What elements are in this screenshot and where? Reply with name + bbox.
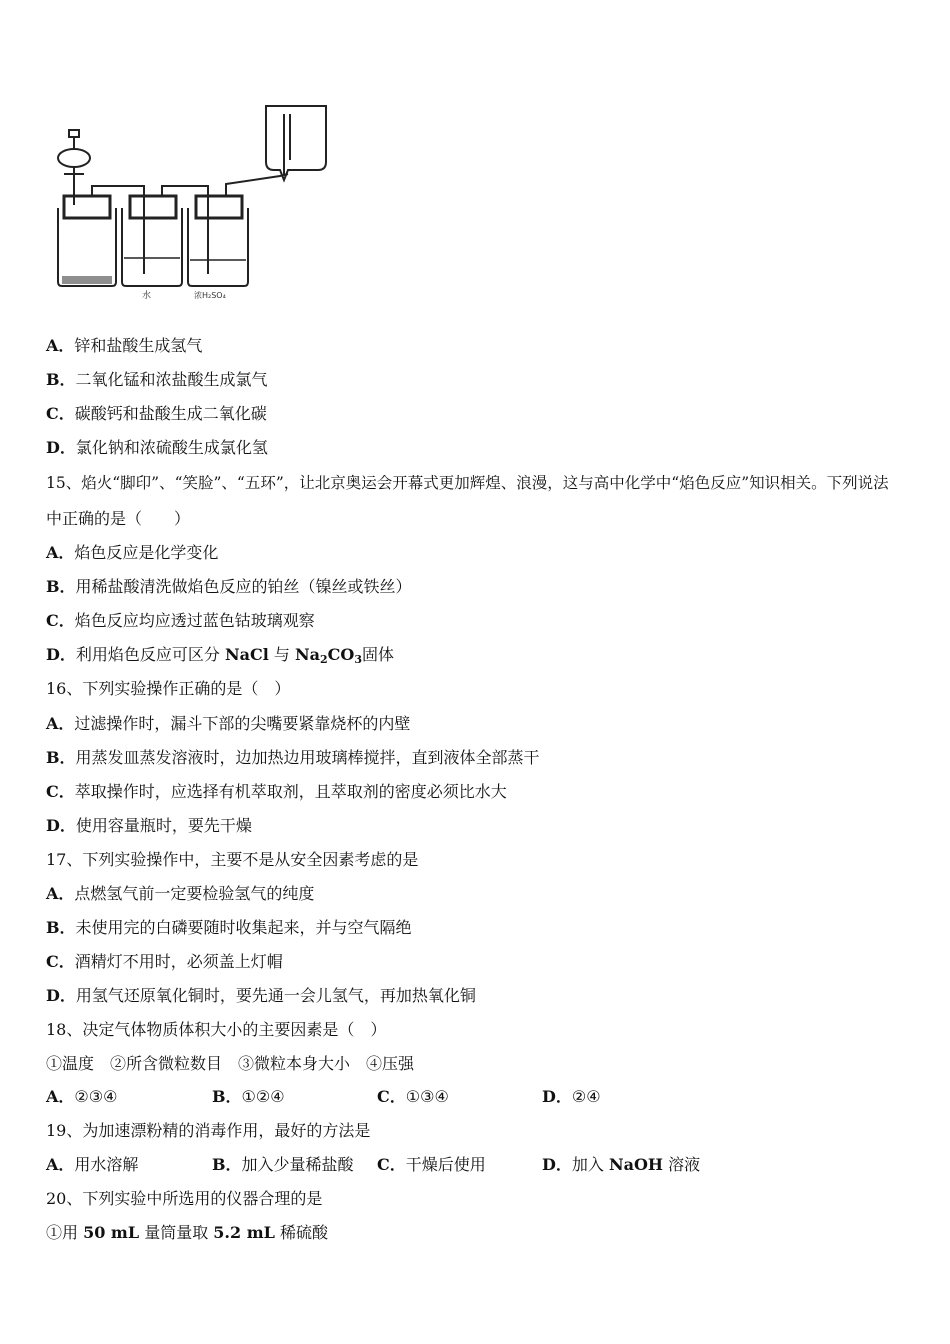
- option-letter: B．: [46, 918, 76, 937]
- option-letter: D．: [46, 816, 76, 835]
- q15-stem-line2: 中正确的是（ ）: [46, 509, 191, 528]
- q20-stem: 20、下列实验中所选用的仪器合理的是: [46, 1189, 323, 1208]
- q14-option-b[interactable]: [46, 370, 268, 390]
- option-letter: D．: [46, 986, 76, 1005]
- option-text: 碳酸钙和盐酸生成二氧化碳: [74, 404, 267, 423]
- q20-item-1: ①用 50 mL 量筒量取 5.2 mL 稀硫酸: [46, 1223, 328, 1242]
- option-text: 二氧化锰和浓盐酸生成氯气: [75, 370, 268, 389]
- q14-option-c[interactable]: [46, 404, 267, 424]
- q18-stem: 18、决定气体物质体积大小的主要因素是（ ）: [46, 1020, 387, 1039]
- option-letter: C．: [46, 404, 75, 423]
- option-letter: C．: [46, 952, 75, 971]
- option-text: 固体: [361, 645, 394, 664]
- option-text: 利用焰色反应可区分: [75, 645, 225, 664]
- q15-option-a[interactable]: [46, 543, 218, 563]
- option-letter: C．: [46, 782, 75, 801]
- option-letter: D．: [46, 645, 76, 664]
- option-text: 使用容量瓶时，要先干燥: [75, 816, 252, 835]
- q18-option-b[interactable]: B．①②④: [212, 1087, 285, 1106]
- formula-nacl: NaCl: [224, 645, 269, 664]
- option-text: 锌和盐酸生成氢气: [74, 336, 203, 355]
- option-letter: A．: [46, 543, 75, 562]
- option-text: 用稀盐酸清洗做焰色反应的铂丝（镍丝或铁丝）: [75, 577, 412, 596]
- q19-option-a[interactable]: A．用水溶解: [46, 1155, 139, 1174]
- option-letter: A．: [46, 714, 75, 733]
- option-letter: A．: [46, 336, 75, 355]
- q19-option-d[interactable]: D．加入 NaOH 溶液: [542, 1155, 701, 1174]
- q16-option-d[interactable]: [46, 816, 252, 836]
- q16-option-b[interactable]: [46, 748, 540, 768]
- q14-option-a[interactable]: [46, 336, 202, 356]
- q17-option-b[interactable]: [46, 918, 412, 938]
- option-letter: B．: [46, 748, 76, 767]
- q18-option-d[interactable]: D．②④: [542, 1087, 601, 1106]
- option-text: 过滤操作时，漏斗下部的尖嘴要紧靠烧杯的内壁: [74, 714, 411, 733]
- flask-1: [58, 208, 116, 286]
- q14-option-d[interactable]: [46, 438, 268, 458]
- option-letter: A．: [46, 884, 75, 903]
- q16-option-a[interactable]: [46, 714, 410, 734]
- option-text: 用蒸发皿蒸发溶液时，边加热边用玻璃棒搅拌，直到液体全部蒸干: [75, 748, 540, 767]
- q15-option-b[interactable]: [46, 577, 412, 597]
- wash-bottle-water: [122, 208, 182, 286]
- q18-option-c[interactable]: C．①③④: [377, 1087, 449, 1106]
- formula-na2co3: $Na_2CO_3$: [294, 645, 362, 666]
- option-letter: C．: [46, 611, 75, 630]
- option-text: 与: [268, 645, 295, 664]
- q17-stem: 17、下列实验操作中，主要不是从安全因素考虑的是: [46, 850, 419, 869]
- q18-factors: ①温度 ②所含微粒数目 ③微粒本身大小 ④压强: [46, 1054, 415, 1073]
- collecting-bottle: [266, 106, 326, 180]
- option-text: 酒精灯不用时，必须盖上灯帽: [74, 952, 283, 971]
- q17-option-c[interactable]: [46, 952, 283, 972]
- q19-stem: 19、为加速漂粉精的消毒作用，最好的方法是: [46, 1121, 371, 1140]
- q15-option-c[interactable]: [46, 611, 315, 631]
- apparatus-figure: [44, 100, 344, 300]
- q16-stem: 16、下列实验操作正确的是（ ）: [46, 679, 291, 698]
- q19-option-b[interactable]: B．加入少量稀盐酸: [212, 1155, 354, 1174]
- option-text: 焰色反应均应透过蓝色钴玻璃观察: [74, 611, 315, 630]
- option-text: 用氢气还原氧化铜时，要先通一会儿氢气，再加热氧化铜: [75, 986, 476, 1005]
- label-sulfuric-acid: 浓H₂SO₄: [194, 291, 226, 300]
- option-text: 点燃氢气前一定要检验氢气的纯度: [74, 884, 315, 903]
- q16-option-c[interactable]: [46, 782, 507, 802]
- q15-stem-line1: 15、焰火“脚印”、“笑脸”、“五环”，让北京奥运会开幕式更加辉煌、浪漫，这与高中化学中“焰色反应”知识相关。下列说法: [46, 474, 889, 492]
- q15-option-d[interactable]: [46, 645, 394, 665]
- q17-option-a[interactable]: [46, 884, 314, 904]
- wash-bottle-acid: [188, 208, 248, 286]
- option-text: 未使用完的白磷要随时收集起来，并与空气隔绝: [75, 918, 412, 937]
- q18-options-row: [46, 1087, 846, 1107]
- q19-options-row: [46, 1155, 846, 1175]
- option-text: 氯化钠和浓硫酸生成氯化氢: [75, 438, 268, 457]
- q17-option-d[interactable]: [46, 986, 476, 1006]
- q19-option-c[interactable]: C．干燥后使用: [377, 1155, 486, 1174]
- q18-option-a[interactable]: A．②③④: [46, 1087, 118, 1106]
- separatory-funnel: [58, 149, 90, 167]
- option-letter: D．: [46, 438, 76, 457]
- label-water: 水: [142, 291, 152, 300]
- option-text: 焰色反应是化学变化: [74, 543, 219, 562]
- option-letter: B．: [46, 370, 76, 389]
- option-letter: B．: [46, 577, 76, 596]
- option-text: 萃取操作时，应选择有机萃取剂，且萃取剂的密度必须比水大: [74, 782, 507, 801]
